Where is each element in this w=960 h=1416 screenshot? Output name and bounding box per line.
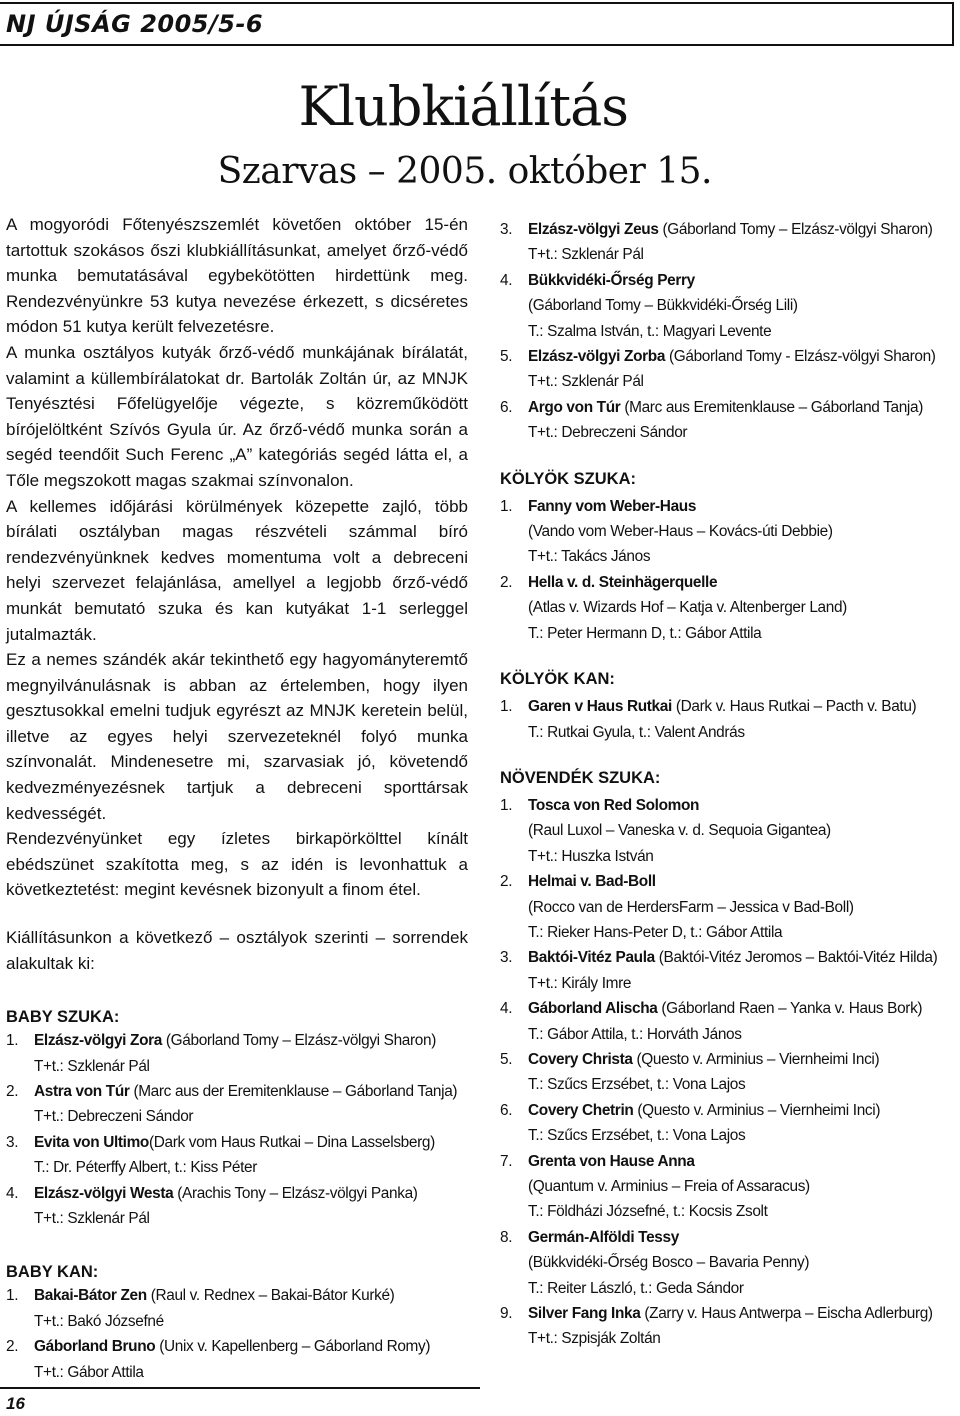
list-item [6,1079,468,1130]
entry-detail: T+t.: Szpisják Zoltán [528,1330,661,1348]
entry-rank: 1. [6,1287,19,1305]
dog-name: Covery Chetrin [528,1101,634,1119]
entry-rank: 2. [6,1083,19,1101]
dog-parents: (Dark vom Haus Rutkai – Dina Lasselsberg) [148,1133,435,1151]
entry-rank: 3. [6,1133,19,1151]
right-results [500,217,956,1352]
masthead-bar [0,2,954,46]
dog-parents: (Gáborland Tomy – Elzász-völgyi Sharon) [658,221,933,238]
entry-detail: (Raul Luxol – Vaneska v. d. Sequoia Gigantea) [528,822,831,840]
entry-list [500,694,956,745]
dog-parents: (Questo v. Arminius – Viernheimi Inci) [632,1050,880,1068]
dog-name: Elzász-völgyi Zeus [528,221,659,238]
entry-rank: 3. [500,221,513,238]
masthead-title: NJ ÚJSÁG 2005/5-6 [6,10,264,38]
entry-rank: 2. [6,1338,19,1356]
list-item [6,1028,468,1079]
dog-parents: (Marc aus der Eremitenklause – Gáborland Tanja) [129,1083,458,1101]
left-results [6,1006,468,1385]
entry-rank: 8. [500,1228,513,1246]
results-section [6,1261,468,1385]
entry-rank: 2. [500,873,513,891]
dog-name: Gáborland Bruno [34,1338,156,1356]
article-paragraph: A kellemes időjárási körülmények közepette zajló, több bírálati osztályban magas részvételi számmal bíró rendezvényünknek kedves momentuma volt a debreceni helyi szervezet felajánlása, amellyel a legjobb őrző-védő munkát bemutató szuka és kan kutyákat 1-1 serleggel jutalmazták. [6,496,468,644]
dog-name: Elzász-völgyi Zora [34,1032,162,1050]
dog-name: Evita von Ultimo [34,1133,149,1151]
entry-rank: 1. [500,698,513,716]
right-column [500,217,956,1352]
entry-detail: (Bükkvidéki-Őrség Bosco – Bavaria Penny) [528,1254,810,1272]
entry-rank: 4. [500,271,513,289]
list-item [500,1098,956,1149]
list-item [500,1047,956,1098]
dog-name: Tosca von Red Solomon [528,796,700,814]
dog-name: Bükkvidéki-Őrség Perry [528,271,695,289]
list-item [500,996,956,1047]
dog-parents: (Unix v. Kapellenberg – Gáborland Romy) [155,1338,431,1356]
article-title: Klubkiállítás [298,75,628,138]
dog-name: Elzász-völgyi Westa [34,1184,174,1202]
entry-detail: (Quantum v. Arminius – Freia of Assaracus) [528,1178,810,1195]
section-heading: BABY SZUKA: [6,1008,120,1027]
list-item [6,1283,468,1334]
list-item [500,494,956,570]
dog-parents: (Arachis Tony – Elzász-völgyi Panka) [173,1184,418,1202]
entry-detail: T.: Földházi Józsefné, t.: Kocsis Zsolt [528,1203,768,1221]
dog-name: Bakai-Bátor Zen [34,1287,147,1305]
article-paragraph: Ez a nemes szándék akár tekinthető egy hagyományteremtő megnyilvánulásnak is abban az értelemben, hogy ilyen gesztusokkal emelni tudjuk egyrészt az MNJK keretein belül, illetve az egyes helyi szervezeteknél folyó munka színvonalát. Mindenesetre mi, szarvasiak jó, követendő kedvezményezésnek tartjuk a debreceni sporttársak kedvességét. [6,650,468,823]
dog-name: Baktói-Vitéz Paula [528,949,655,967]
list-item [500,268,956,344]
list-item [500,344,956,395]
entry-list [500,494,956,646]
footer-rule [0,1387,480,1389]
dog-parents: (Marc aus Eremitenklause – Gáborland Tanja) [620,398,923,416]
left-column [6,212,468,1385]
dog-name: Covery Christa [528,1050,633,1068]
entry-rank: 5. [500,348,513,366]
list-item [6,1181,468,1232]
entry-detail: T.: Peter Hermann D, t.: Gábor Attila [528,624,762,642]
dog-name: Silver Fang Inka [528,1305,641,1323]
entry-detail: T+t.: Debreczeni Sándor [34,1108,194,1126]
list-item [6,1130,468,1181]
entry-rank: 6. [500,398,513,416]
dog-parents: (Zarry v. Haus Antwerpa – Eischa Adlerburg) [640,1305,933,1323]
entry-rank: 3. [500,949,513,967]
list-item [500,869,956,945]
list-item [500,395,956,446]
results-section [500,668,956,745]
entry-rank: 7. [500,1152,513,1170]
entry-detail: (Vando vom Weber-Haus – Kovács-úti Debbie) [528,523,833,541]
list-item [500,1225,956,1301]
entry-detail: T+t.: Szklenár Pál [528,373,644,391]
entry-rank: 9. [500,1305,513,1323]
dog-parents: (Gáborland Tomy – Elzász-völgyi Sharon) [161,1032,436,1050]
entry-list [6,1028,468,1231]
entry-rank: 1. [500,796,513,814]
entry-rank: 4. [500,1000,513,1018]
entry-detail: T.: Rutkai Gyula, t.: Valent András [528,723,745,741]
results-section [6,1006,468,1231]
entry-detail: (Atlas v. Wizards Hof – Katja v. Altenberger Land) [528,599,847,617]
list-item [500,1149,956,1225]
entry-detail: T.: Reiter László, t.: Geda Sándor [528,1279,744,1297]
article-paragraph: A munka osztályos kutyák őrző-védő munkájának bírálatát, valamint a küllembírálatokat dr. Bartolák Zoltán úr, az MNJK Tenyésztési Főfelügyelője végezte, s közreműködött bírójelöltként Szívós Gyula úr. Az őrző-védő munka során a segéd teendőit Such Ferenc „A” kategóriás segéd látta el, a Tőle megszokott magas szakmai színvonalon. [6,342,468,490]
dog-name: Grenta von Hause Anna [528,1152,695,1170]
dog-parents: (Gáborland Raen – Yanka v. Haus Bork) [657,1000,923,1018]
entry-detail: T.: Szűcs Erzsébet, t.: Vona Lajos [528,1076,746,1094]
list-item [500,570,956,646]
entry-rank: 4. [6,1184,19,1202]
entry-list [500,793,956,1352]
section-heading: NÖVENDÉK SZUKA: [500,768,661,787]
entry-list [500,217,956,446]
dog-parents: (Gáborland Tomy - Elzász-völgyi Sharon) [665,348,936,366]
section-heading: KÖLYÖK KAN: [500,670,615,689]
dog-name: Astra von Túr [34,1083,130,1101]
dog-name: Hella v. d. Steinhägerquelle [528,573,718,591]
dog-name: Elzász-völgyi Zorba [528,348,666,366]
section-heading: KÖLYÖK SZUKA: [500,469,636,488]
dog-name: Gáborland Alischa [528,1000,658,1018]
entry-list [6,1283,468,1385]
entry-rank: 1. [500,497,513,515]
list-item [500,694,956,745]
entry-detail: T+t.: Szklenár Pál [34,1210,150,1228]
dog-name: Fanny vom Weber-Haus [528,497,697,515]
dog-parents: (Dark v. Haus Rutkai – Pacth v. Batu) [671,698,917,716]
results-section [500,767,956,1352]
page-number: 16 [6,1394,25,1413]
section-heading: BABY KAN: [6,1263,99,1282]
entry-detail: T+t.: Takács János [528,548,651,566]
results-section [500,468,956,646]
entry-rank: 6. [500,1101,513,1119]
entry-detail: T+t.: Debreczeni Sándor [528,424,688,442]
dog-parents: (Baktói-Vitéz Jeromos – Baktói-Vitéz Hilda) [654,949,938,967]
list-item [500,793,956,869]
dog-parents: (Questo v. Arminius – Viernheimi Inci) [633,1101,881,1119]
article-subtitle: Szarvas – 2005. október 15. [217,151,712,192]
list-item [500,217,956,268]
article-paragraph: A mogyoródi Főtenyészszemlét követően október 15-én tartottuk szokásos őszi klubkiállításunkat, amelyet őrző-védő munka bemutatásával egybekötötten hirdettünk meg. Rendezvényünkre 53 kutya nevezése érkezett, s dicséretes módon 51 kutya került felvezetésre. [6,215,468,337]
entry-rank: 5. [500,1050,513,1068]
dog-name: Argo von Túr [528,398,621,416]
list-item [500,945,956,996]
entry-detail: T.: Szűcs Erzsébet, t.: Vona Lajos [528,1127,746,1145]
entry-detail: T+t.: Gábor Attila [34,1363,144,1381]
article-paragraph: Rendezvényünket egy ízletes birkapörkölttel kínált ebédszünet szakította meg, s az idén is levonhattuk a következtetést: megint kevésnek bizonyult a finom étel. [6,829,468,900]
entry-detail: (Rocco van de HerdersFarm – Jessica v Bad-Boll) [528,898,854,916]
entry-detail: T+t.: Király Imre [528,974,632,992]
entry-detail: T+t.: Huszka István [528,847,654,865]
results-intro: Kiállításunkon a következő – osztályok szerinti – sorrendek alakultak ki: [6,928,468,973]
dog-parents: (Raul v. Rednex – Bakai-Bátor Kurké) [146,1287,395,1305]
entry-detail: T.: Gábor Attila, t.: Horváth János [528,1025,742,1043]
entry-detail: T+t.: Szklenár Pál [34,1057,150,1075]
entry-rank: 2. [500,573,513,591]
entry-detail: (Gáborland Tomy – Bükkvidéki-Őrség Lili) [528,297,798,315]
entry-rank: 1. [6,1032,19,1050]
dog-name: Garen v Haus Rutkai [528,698,672,716]
dog-name: Helmai v. Bad-Boll [528,873,656,891]
entry-detail: T.: Rieker Hans-Peter D, t.: Gábor Attila [528,923,783,941]
results-section [500,217,956,446]
entry-detail: T.: Dr. Péterffy Albert, t.: Kiss Péter [34,1159,257,1177]
dog-name: Germán-Alföldi Tessy [528,1228,679,1246]
entry-detail: T.: Szalma István, t.: Magyari Levente [528,322,772,340]
entry-detail: T+t.: Szklenár Pál [528,246,644,264]
list-item [6,1334,468,1385]
list-item [500,1301,956,1352]
entry-detail: T+t.: Bakó Józsefné [34,1312,164,1330]
